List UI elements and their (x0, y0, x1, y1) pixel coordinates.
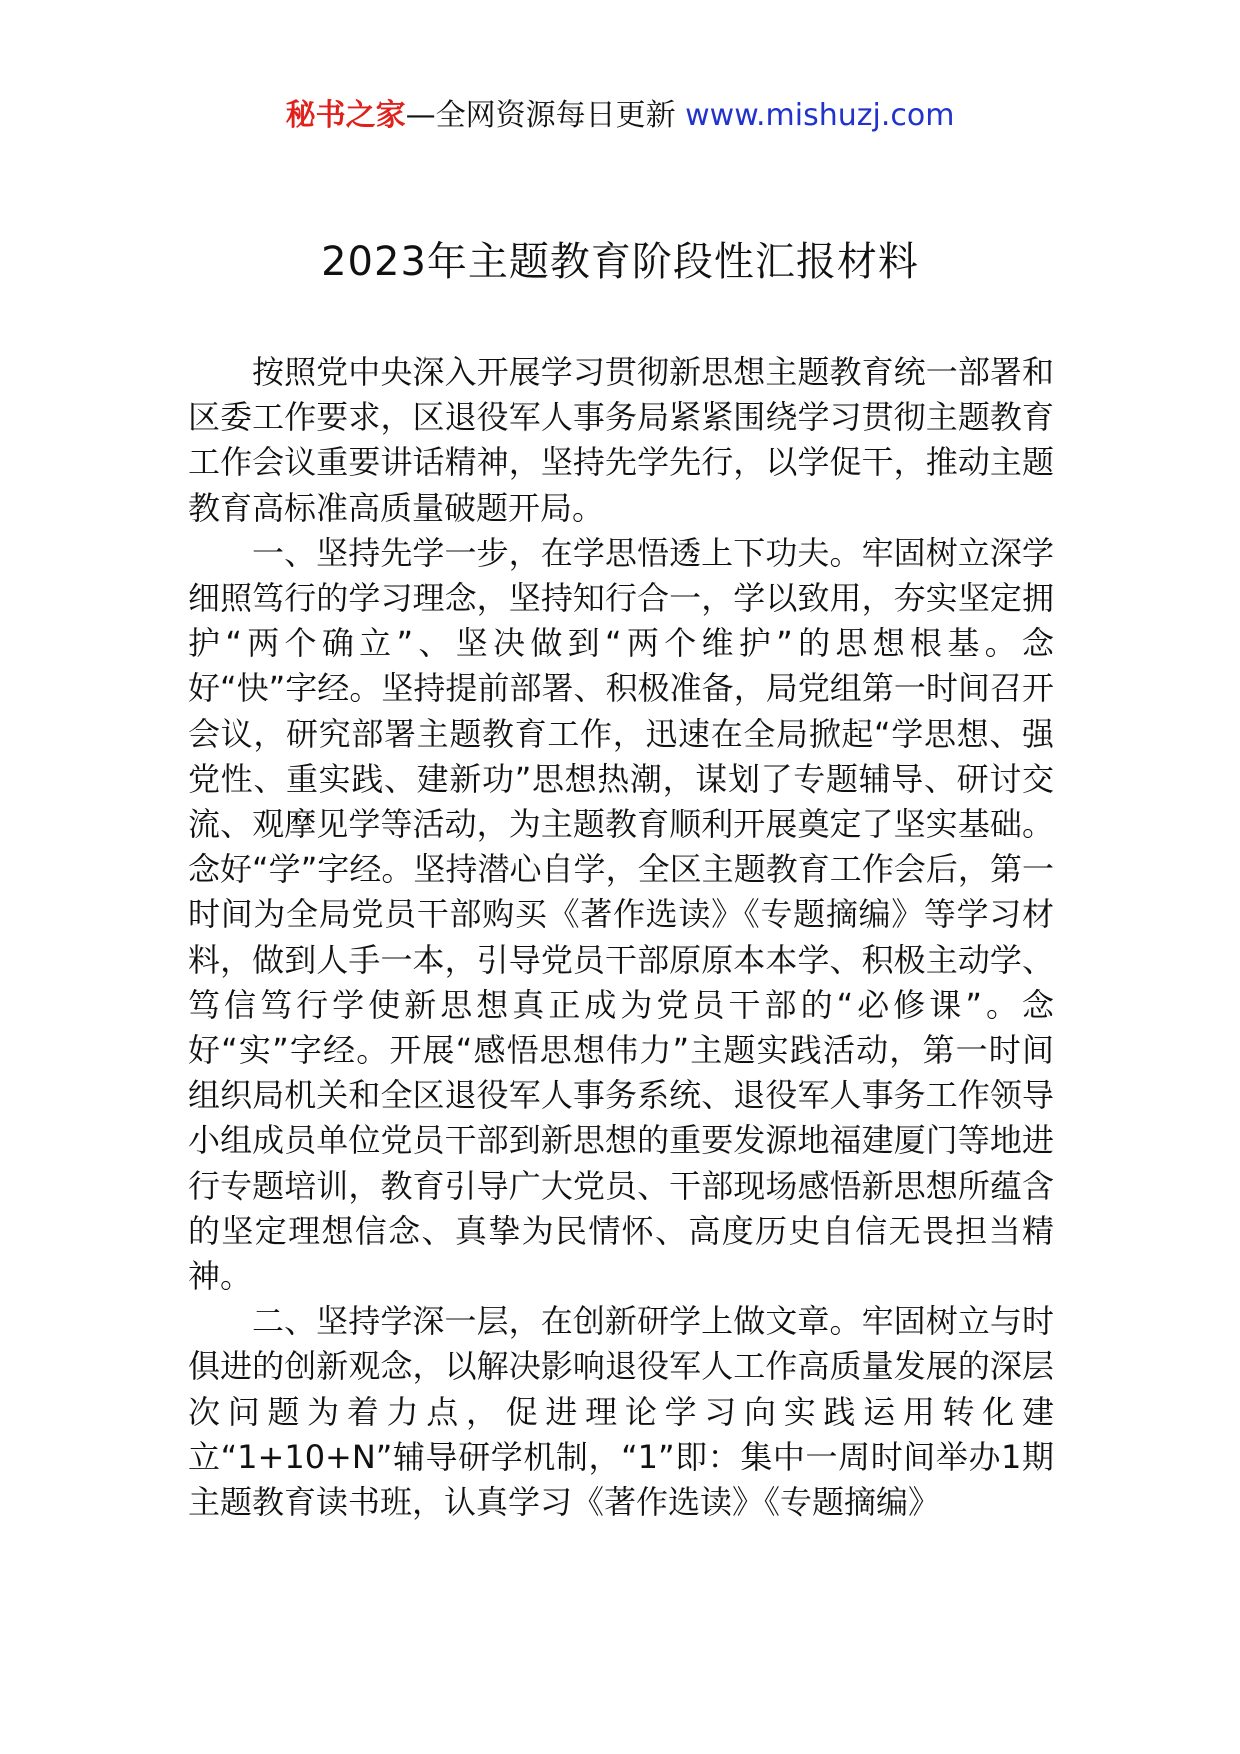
paragraph-text: 牢固树立与时俱进的创新观念，以解决影响退役军人工作高质量发展的深层次问题为着力点，促进理论学习向实践运用转化建立“1+10+N”辅导研学机制，“1”即：集中一周时间举办1期主题教育读书班，认真学习《著作选读》《专题摘编》 (188, 1302, 1054, 1522)
brand-name: 秘书之家 (285, 98, 406, 133)
document-title: 2023年主题教育阶段性汇报材料 (321, 239, 919, 285)
site-banner (0, 96, 1240, 136)
section-one-paragraph (188, 531, 1054, 1299)
document-body (188, 350, 1054, 1525)
intro-paragraph (188, 350, 1054, 531)
banner-tagline: —全网资源每日更新 (405, 98, 686, 133)
paragraph-text: 牢固树立深学细照笃行的学习理念，坚持知行合一，学以致用，夯实坚定拥护“两个确立”、坚决做到“两个维护”的思想根基。念好“快”字经。坚持提前部署、积极准备，局党组第一时间召开会议，研究部署主题教育工作，迅速在全局掀起“学思想、强党性、重实践、建新功”思想热潮，谋划了专题辅导、研讨交流、观摩见学等活动，为主题教育顺利开展奠定了坚实基础。念好“学”字经。坚持潜心自学，全区主题教育工作会后，第一时间为全局党员干部购买《著作选读》《专题摘编》等学习材料，做到人手一本，引导党员干部原原本本学、积极主动学、笃信笃行学使新思想真正成为党员干部的“必修课”。念好“实”字经。开展“感悟思想伟力”主题实践活动，第一时间组织局机关和全区退役军人事务系统、退役军人事务工作领导小组成员单位党员干部到新思想的重要发源地福建厦门等地进行专题培训，教育引导广大党员、干部现场感悟新思想所蕴含的坚定理想信念、真挚为民情怀、高度历史自信无畏担当精神。 (188, 533, 1054, 1296)
section-one-heading: 一、坚持先学一步，在学思悟透上下功夫。 (252, 533, 862, 572)
paragraph-text: 按照党中央深入开展学习贯彻新思想主题教育统一部署和区委工作要求，区退役军人事务局紧紧围绕学习贯彻主题教育工作会议重要讲话精神，坚持先学先行，以学促干，推动主题教育高标准高质量破题开局。 (188, 353, 1054, 527)
section-two-paragraph (188, 1299, 1054, 1525)
section-two-heading: 二、坚持学深一层，在创新研学上做文章。 (252, 1302, 862, 1341)
site-url-link[interactable]: www.mishuzj.com (685, 98, 955, 133)
